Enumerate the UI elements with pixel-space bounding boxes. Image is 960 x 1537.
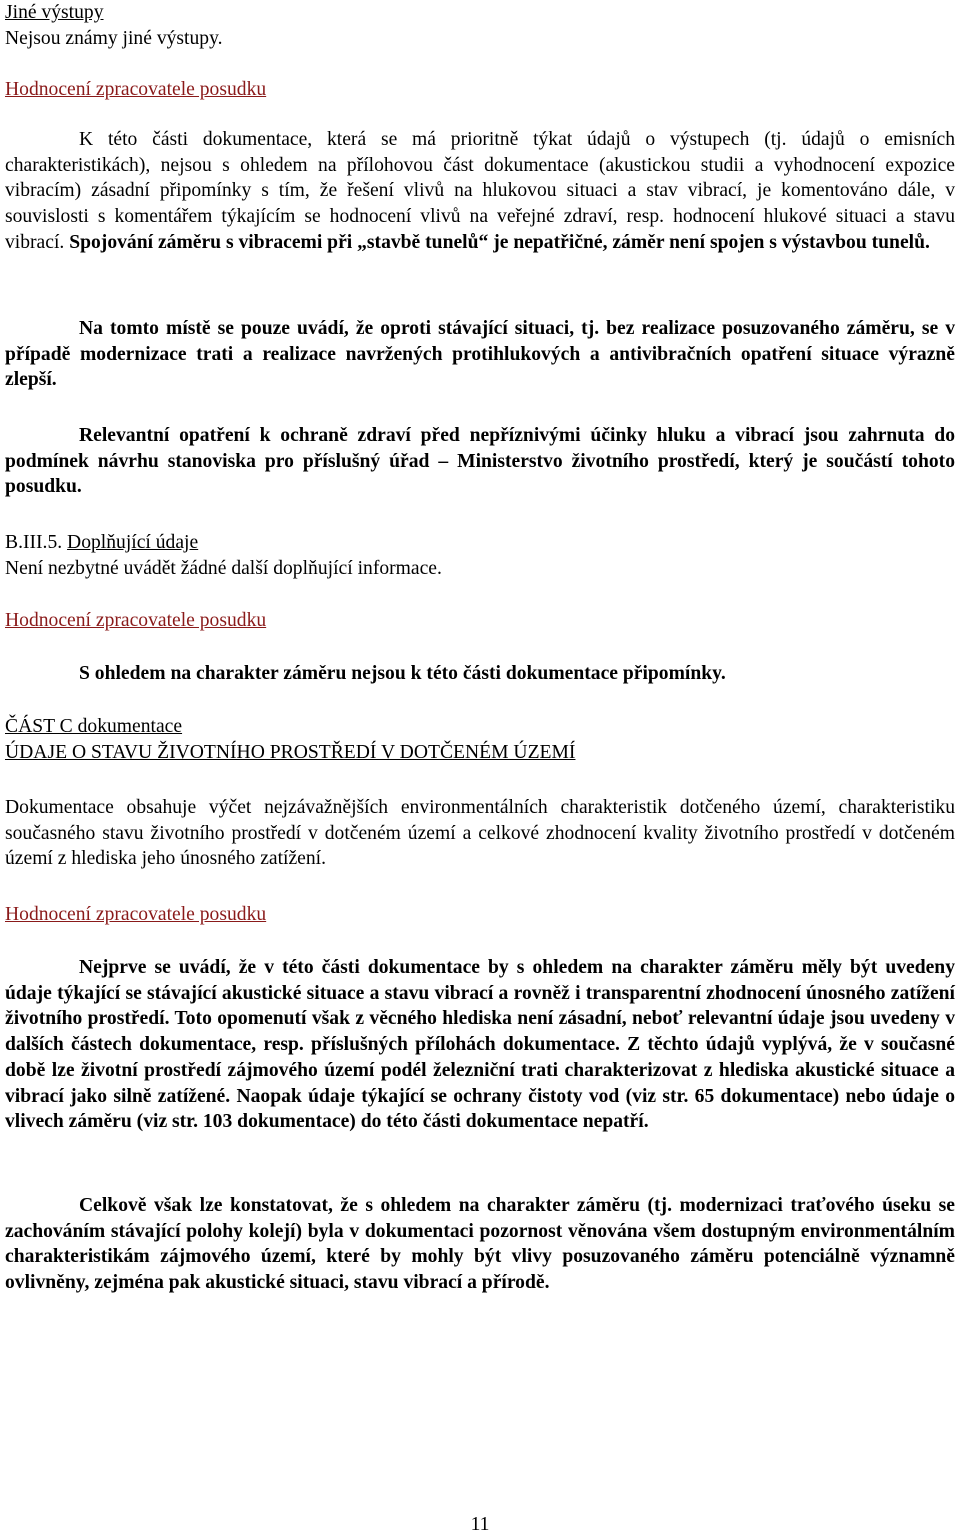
review-1-paragraph-2: Na tomto místě se pouze uvádí, že oproti stávající situaci, tj. bez realizace posuzovaného záměru, se v případě modernizace trati a realizace navržených protihlukových a antivibračních opatření situace výrazně zlepší.: [5, 318, 955, 391]
other-outputs-text: Nejsou známy jiné výstupy.: [5, 28, 223, 49]
page-number: 11: [470, 1514, 490, 1535]
review-1-paragraph-1-lead: K této části dokumentace, která se má prioritně týkat údajů o výstupech (tj. údajů o emisních charakteristikách), nejsou s ohledem na přílohovou část dokumentace (akustickou studii a vyhodnocení expozice vibracím) zásadní připomínky s tím, že řešení vlivů na hlukovou situaci a stav vibrací, je komentováno dále, v souvislosti s komentářem týkajícím se hodnocení vlivů na veřejné zdraví, resp. hodnocení hlukové situaci a stavu vibrací.: [5, 129, 955, 253]
review-heading-3: Hodnocení zpracovatele posudku: [5, 904, 267, 925]
review-1-paragraph-1-tail: Spojování záměru s vibracemi při „stavbě tunelů“ je nepatřičné, záměr není spojen s výstavbou tunelů.: [69, 231, 930, 253]
review-2-paragraph: S ohledem na charakter záměru nejsou k této části dokumentace připomínky.: [79, 663, 726, 684]
review-heading-1: Hodnocení zpracovatele posudku: [5, 79, 267, 100]
review-heading-2: Hodnocení zpracovatele posudku: [5, 610, 267, 631]
review-3-paragraph-1: Nejprve se uvádí, že v této části dokumentace by s ohledem na charakter záměru měly být uvedeny údaje týkající se stávající akustické situace a stavu vibrací a rovněž i transparentní zhodnocení únosného zatížení životního prostředí. Toto opomenutí však z věcného hlediska není zásadní, neboť relevantní údaje jsou uvedeny v dalších částech dokumentace, resp. příslušných přílohách dokumentace. Z těchto údajů vyplývá, že v současné době lze životní prostředí zájmového území podél železniční trati charakterizovat z hlediska akustické situace a vibrací jako silně zatížené. Naopak údaje týkající se ochrany čistoty vod (viz str. 65 dokumentace) nebo údaje o vlivech záměru (viz str. 103 dokumentace) do této části dokumentace nepatří.: [5, 957, 955, 1133]
section-b3-5-title: Doplňující údaje: [67, 532, 199, 553]
section-b3-5-text: Není nezbytné uvádět žádné další doplňující informace.: [5, 558, 442, 579]
part-c-title: ČÁST C dokumentace: [5, 716, 183, 737]
review-1-paragraph-1: [5, 127, 955, 256]
section-b3-5-number: B.III.5.: [5, 532, 63, 553]
section-heading-other-outputs: Jiné výstupy: [5, 2, 104, 23]
section-b3-5-heading: [5, 530, 198, 556]
review-1-paragraph-3: Relevantní opatření k ochraně zdraví před nepříznivými účinky hluku a vibrací jsou zahrnuta do podmínek návrhu stanoviska pro příslušný úřad – Ministerstvo životního prostředí, který je součástí tohoto posudku.: [5, 425, 955, 498]
review-3-paragraph-2: Celkově však lze konstatovat, že s ohledem na charakter záměru (tj. modernizaci traťového úseku se zachováním stávající polohy kolejí) byla v dokumentaci pozornost věnována všem dostupným environmentálním charakteristikám zájmového území, které by mohly být vlivy posuzovaného záměru potenciálně významně ovlivněny, zejména pak akustické situaci, stavu vibrací a přírodě.: [5, 1195, 955, 1294]
part-c-text: Dokumentace obsahuje výčet nejzávažnějších environmentálních charakteristik dotčeného území, charakteristiku současného stavu životního prostředí v dotčeném území a celkové zhodnocení kvality životního prostředí v dotčeném území z hlediska jeho únosného zatížení.: [5, 797, 955, 870]
part-c-subtitle: ÚDAJE O STAVU ŽIVOTNÍHO PROSTŘEDÍ V DOTČENÉM ÚZEMÍ: [5, 742, 576, 763]
